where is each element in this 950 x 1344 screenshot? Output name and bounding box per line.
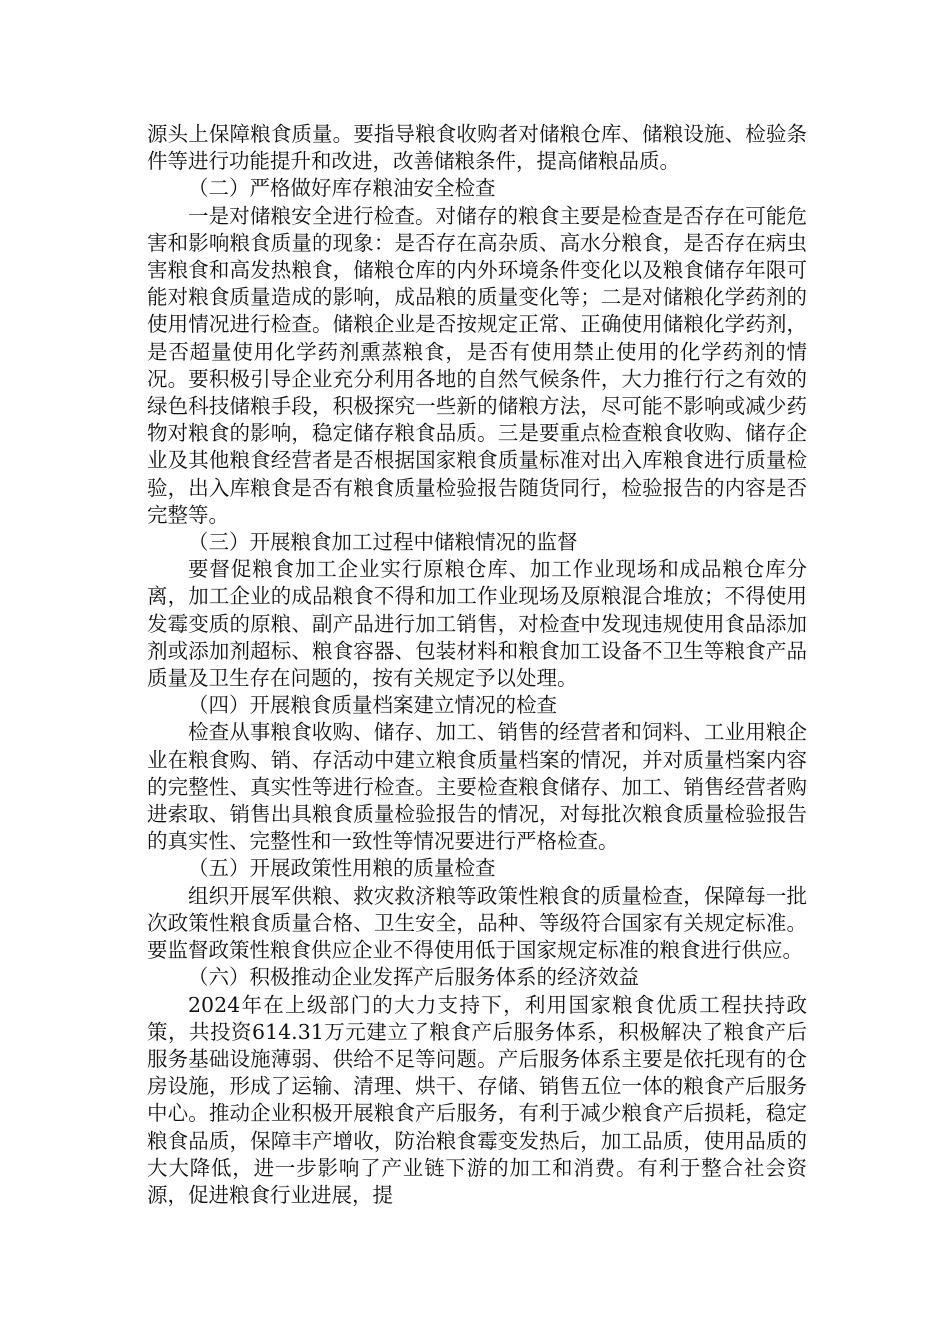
body-paragraph: 组织开展军供粮、救灾救济粮等政策性粮食的质量检查，保障每一批次政策性粮食质量合格、卫生安全，品种、等级符合国家有关规定标准。要监督政策性粮食供应企业不得使用低于国家规定标准的粮食进行供应。 — [147, 883, 807, 963]
body-paragraph-continued: 源头上保障粮食质量。要指导粮食收购者对储粮仓库、储粮设施、检验条件等进行功能提升和改进，改善储粮条件，提高储粮品质。 — [147, 122, 807, 174]
section-heading-5: （五）开展政策性用粮的质量检查 — [188, 856, 496, 881]
section-heading-3: （三）开展粮食加工过程中储粮情况的监督 — [188, 530, 578, 555]
body-paragraph: 检查从事粮食收购、储存、加工、销售的经营者和饲料、工业用粮企业在粮食购、销、存活动中建立粮食质量档案的情况，并对质量档案内容的完整性、真实性等进行检查。主要检查粮食储存、加工、销售经营者购进索取、销售出具粮食质量检验报告的情况，对每批次粮食质量检验报告的真实性、完整性和一致性等情况要进行严格检查。 — [147, 720, 807, 854]
section-heading-6: （六）积极推动企业发挥产后服务体系的经济效益 — [188, 965, 639, 990]
body-paragraph: 2024年在上级部门的大力支持下，利用国家粮食优质工程扶持政策，共投资614.31万元建立了粮食产后服务体系，积极解决了粮食产后服务基础设施薄弱、供给不足等问题。产后服务体系主要是依托现有的仓房设施，形成了运输、清理、烘干、存储、销售五位一体的粮食产后服务中心。推动企业积极开展粮食产后服务，有利于减少粮食产后损耗，稳定粮食品质，保障丰产增收，防治粮食霉变发热后，加工品质，使用品质的大大降低，进一步影响了产业链下游的加工和消费。有利于整合社会资源，促进粮食行业进展，提 — [147, 992, 807, 1207]
section-heading-4: （四）开展粮食质量档案建立情况的检查 — [188, 693, 557, 718]
section-heading-2: （二）严格做好库存粮油安全检查 — [188, 176, 496, 201]
body-paragraph: 要督促粮食加工企业实行原粮仓库、加工作业现场和成品粮仓库分离，加工企业的成品粮食不得和加工作业现场及原粮混合堆放；不得使用发霉变质的原粮、副产品进行加工销售，对检查中发现违规使用食品添加剂或添加剂超标、粮食容器、包装材料和粮食加工设备不卫生等粮食产品质量及卫生存在问题的，按有关规定予以处理。 — [147, 557, 807, 691]
body-paragraph: 一是对储粮安全进行检查。对储存的粮食主要是检查是否存在可能危害和影响粮食质量的现象：是否存在高杂质、高水分粮食，是否存在病虫害粮食和高发热粮食，储粮仓库的内外环境条件变化以及粮食储存年限可能对粮食质量造成的影响，成品粮的质量变化等；二是对储粮化学药剂的使用情况进行检查。储粮企业是否按规定正常、正确使用储粮化学药剂，是否超量使用化学药剂熏蒸粮食，是否有使用禁止使用的化学药剂的情况。要积极引导企业充分利用各地的自然气候条件，大力推行行之有效的绿色科技储粮手段，积极探究一些新的储粮方法，尽可能不影响或减少药物对粮食的影响，稳定储存粮食品质。三是要重点检查粮食收购、储存企业及其他粮食经营者是否根据国家粮食质量标准对出入库粮食进行质量检验，出入库粮食是否有粮食质量检验报告随货同行，检验报告的内容是否完整等。 — [147, 203, 807, 527]
document-page — [147, 121, 807, 1209]
